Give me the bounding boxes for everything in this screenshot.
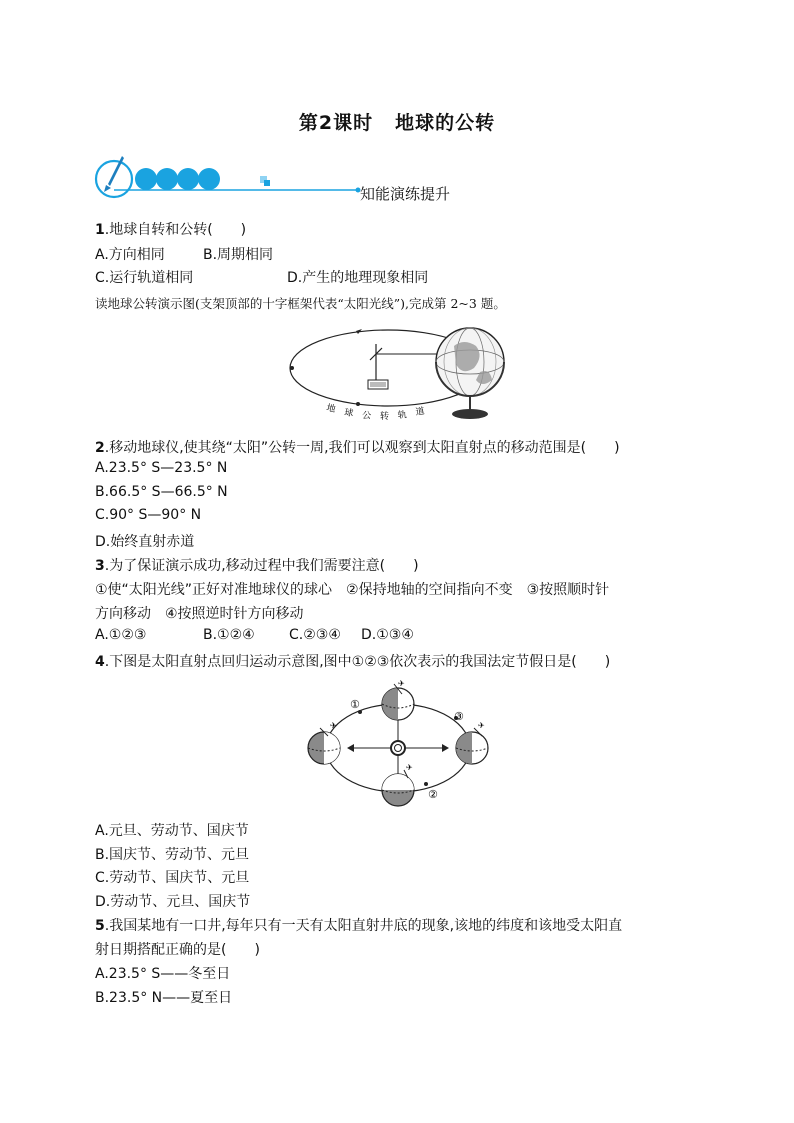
q4-stem: 4.下图是太阳直射点回归运动示意图,图中①②③依次表示的我国法定节假日是( ): [95, 654, 611, 670]
q3-statements-line1: ①使“太阳光线”正好对准地球仪的球心 ②保持地轴的空间指向不变 ③按照顺时针: [95, 582, 610, 598]
orbit-label-3: 公: [361, 411, 372, 422]
orbit-label-1: 地: [325, 403, 337, 416]
q1-option-d: D.产生的地理现象相同: [287, 270, 429, 286]
q2-option-b: B.66.5° S—66.5° N: [95, 484, 228, 500]
svg-text:✈: ✈: [478, 721, 485, 730]
marker-2: ②: [428, 788, 438, 801]
q3-number: 3: [95, 558, 105, 574]
q5-option-b: B.23.5° N——夏至日: [95, 990, 233, 1006]
q4-option-d: D.劳动节、元旦、国庆节: [95, 894, 251, 910]
q3-option-b: B.①②④: [203, 627, 255, 643]
globe-left: [308, 721, 340, 764]
q3-option-c: C.②③④: [289, 627, 341, 643]
orbit-label-6: 道: [414, 406, 426, 418]
banner-dot-3: [177, 168, 199, 190]
orbit-label-4: 转: [380, 412, 390, 422]
q5-stem-line2: 射日期搭配正确的是( ): [95, 942, 260, 958]
brush-emblem-ring: [96, 161, 132, 197]
q2-option-d: D.始终直射赤道: [95, 534, 195, 550]
q4-number: 4: [95, 654, 105, 670]
q1-options-row1: [95, 244, 273, 264]
section-banner: [94, 152, 514, 204]
q1-option-b: B.周期相同: [203, 247, 274, 263]
lesson-number: 第2课时: [298, 112, 374, 134]
marker-3: ③: [454, 710, 464, 723]
banner-dot-1: [135, 168, 157, 190]
q3-statements-line2: 方向移动 ④按照逆时针方向移动: [95, 606, 304, 622]
sun-ray-stand: [368, 344, 446, 389]
q5-stem-line1: 5.我国某地有一口井,每年只有一天有太阳直射井底的现象,该地的纬度和该地受太阳直: [95, 918, 623, 934]
orbit-label-5: 轨: [397, 410, 408, 421]
q5-number: 5: [95, 918, 105, 934]
q3-stem: 3.为了保证演示成功,移动过程中我们需要注意( ): [95, 558, 419, 574]
globe-icon: [436, 328, 504, 419]
q1-option-a: A.方向相同: [95, 247, 165, 263]
globe-right: [456, 721, 488, 764]
q1-option-c: C.运行轨道相同: [95, 270, 194, 286]
orbit-label-2: 球: [343, 408, 354, 420]
q5-option-a: A.23.5° S——冬至日: [95, 966, 231, 982]
page-title: [0, 108, 794, 135]
q3-options: [95, 627, 414, 643]
q2-number: 2: [95, 440, 105, 456]
svg-text:✈: ✈: [406, 763, 413, 772]
q2-stem: 2.移动地球仪,使其绕“太阳”公转一周,我们可以观察到太阳直射点的移动范围是( ): [95, 440, 620, 456]
q4-option-c: C.劳动节、国庆节、元旦: [95, 870, 250, 886]
svg-text:✈: ✈: [398, 679, 405, 688]
q1-number: 1: [95, 222, 105, 238]
q1-options-row2: [95, 267, 428, 287]
banner-dot-2: [156, 168, 178, 190]
q1-stem: 1.地球自转和公转( ): [95, 222, 247, 238]
q4-option-a: A.元旦、劳动节、国庆节: [95, 823, 249, 839]
q3-option-d: D.①③④: [361, 627, 414, 643]
svg-text:✈: ✈: [330, 721, 337, 730]
q3-option-a: A.①②③: [95, 627, 147, 643]
globe-top: [382, 679, 414, 720]
orbit-demo-figure: [286, 316, 508, 426]
reading-intro: 读地球公转演示图(支架顶部的十字框架代表“太阳光线”),完成第 2~3 题。: [95, 296, 506, 311]
section-label: 知能演练提升: [360, 185, 451, 203]
marker-1: ①: [350, 698, 360, 711]
solar-migration-figure: [302, 678, 502, 808]
lesson-topic: 地球的公转: [395, 112, 496, 134]
q4-option-b: B.国庆节、劳动节、元旦: [95, 847, 250, 863]
q2-option-a: A.23.5° S—23.5° N: [95, 460, 228, 476]
banner-dot-4: [198, 168, 220, 190]
q2-option-c: C.90° S—90° N: [95, 507, 202, 523]
